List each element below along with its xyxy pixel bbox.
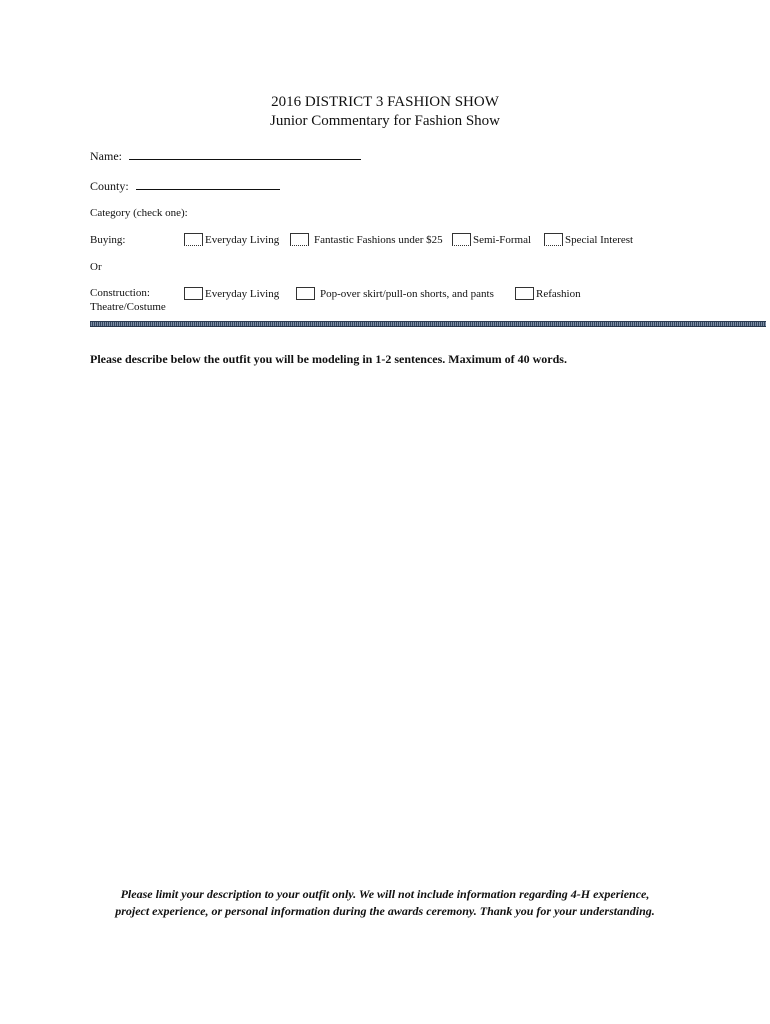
checkbox[interactable] xyxy=(515,287,534,300)
checkbox[interactable] xyxy=(296,287,315,300)
description-prompt: Please describe below the outfit you will be modeling in 1-2 sentences. Maximum of 40 words. xyxy=(90,352,567,366)
construction-option-pop-over-skirt[interactable] xyxy=(296,287,494,300)
construction-option-everyday-living[interactable] xyxy=(184,287,279,300)
form-subtitle: Junior Commentary for Fashion Show xyxy=(270,113,500,129)
checkbox[interactable] xyxy=(290,233,309,246)
name-input-line[interactable] xyxy=(129,147,361,160)
option-label: Everyday Living xyxy=(205,287,280,300)
footer-note xyxy=(0,886,770,920)
name-label: Name: xyxy=(90,149,122,163)
footer-line-1: Please limit your description to your outfit only. We will not include information regarding 4-H experience, xyxy=(120,887,650,901)
buying-option-fantastic-fashions[interactable] xyxy=(290,233,443,246)
or-label: Or xyxy=(90,261,102,273)
form-title: 2016 DISTRICT 3 FASHION SHOW xyxy=(271,94,499,110)
construction-option-refashion[interactable] xyxy=(515,287,581,300)
option-label: Pop-over skirt/pull-on shorts, and pants xyxy=(320,287,494,300)
county-label: County: xyxy=(90,179,129,193)
checkbox[interactable] xyxy=(184,233,203,246)
category-label: Category (check one): xyxy=(90,207,188,219)
construction-sublabel: Theatre/Costume xyxy=(90,301,166,313)
option-label: Refashion xyxy=(536,287,581,300)
buying-option-semi-formal[interactable] xyxy=(452,233,531,246)
county-field-row xyxy=(90,177,280,194)
county-input-line[interactable] xyxy=(136,177,280,190)
section-divider xyxy=(90,321,766,327)
checkbox[interactable] xyxy=(184,287,203,300)
name-field-row xyxy=(90,147,361,164)
construction-label: Construction: xyxy=(90,287,150,299)
option-label: Everyday Living xyxy=(205,233,280,246)
option-label: Semi-Formal xyxy=(473,233,532,246)
option-label: Fantastic Fashions under $25 xyxy=(314,233,443,246)
checkbox[interactable] xyxy=(452,233,471,246)
footer-line-2: project experience, or personal information during the awards ceremony. Thank you for your understanding. xyxy=(115,904,655,918)
checkbox[interactable] xyxy=(544,233,563,246)
buying-label: Buying: xyxy=(90,234,126,246)
buying-option-special-interest[interactable] xyxy=(544,233,633,246)
buying-option-everyday-living[interactable] xyxy=(184,233,279,246)
option-label: Special Interest xyxy=(565,233,634,246)
